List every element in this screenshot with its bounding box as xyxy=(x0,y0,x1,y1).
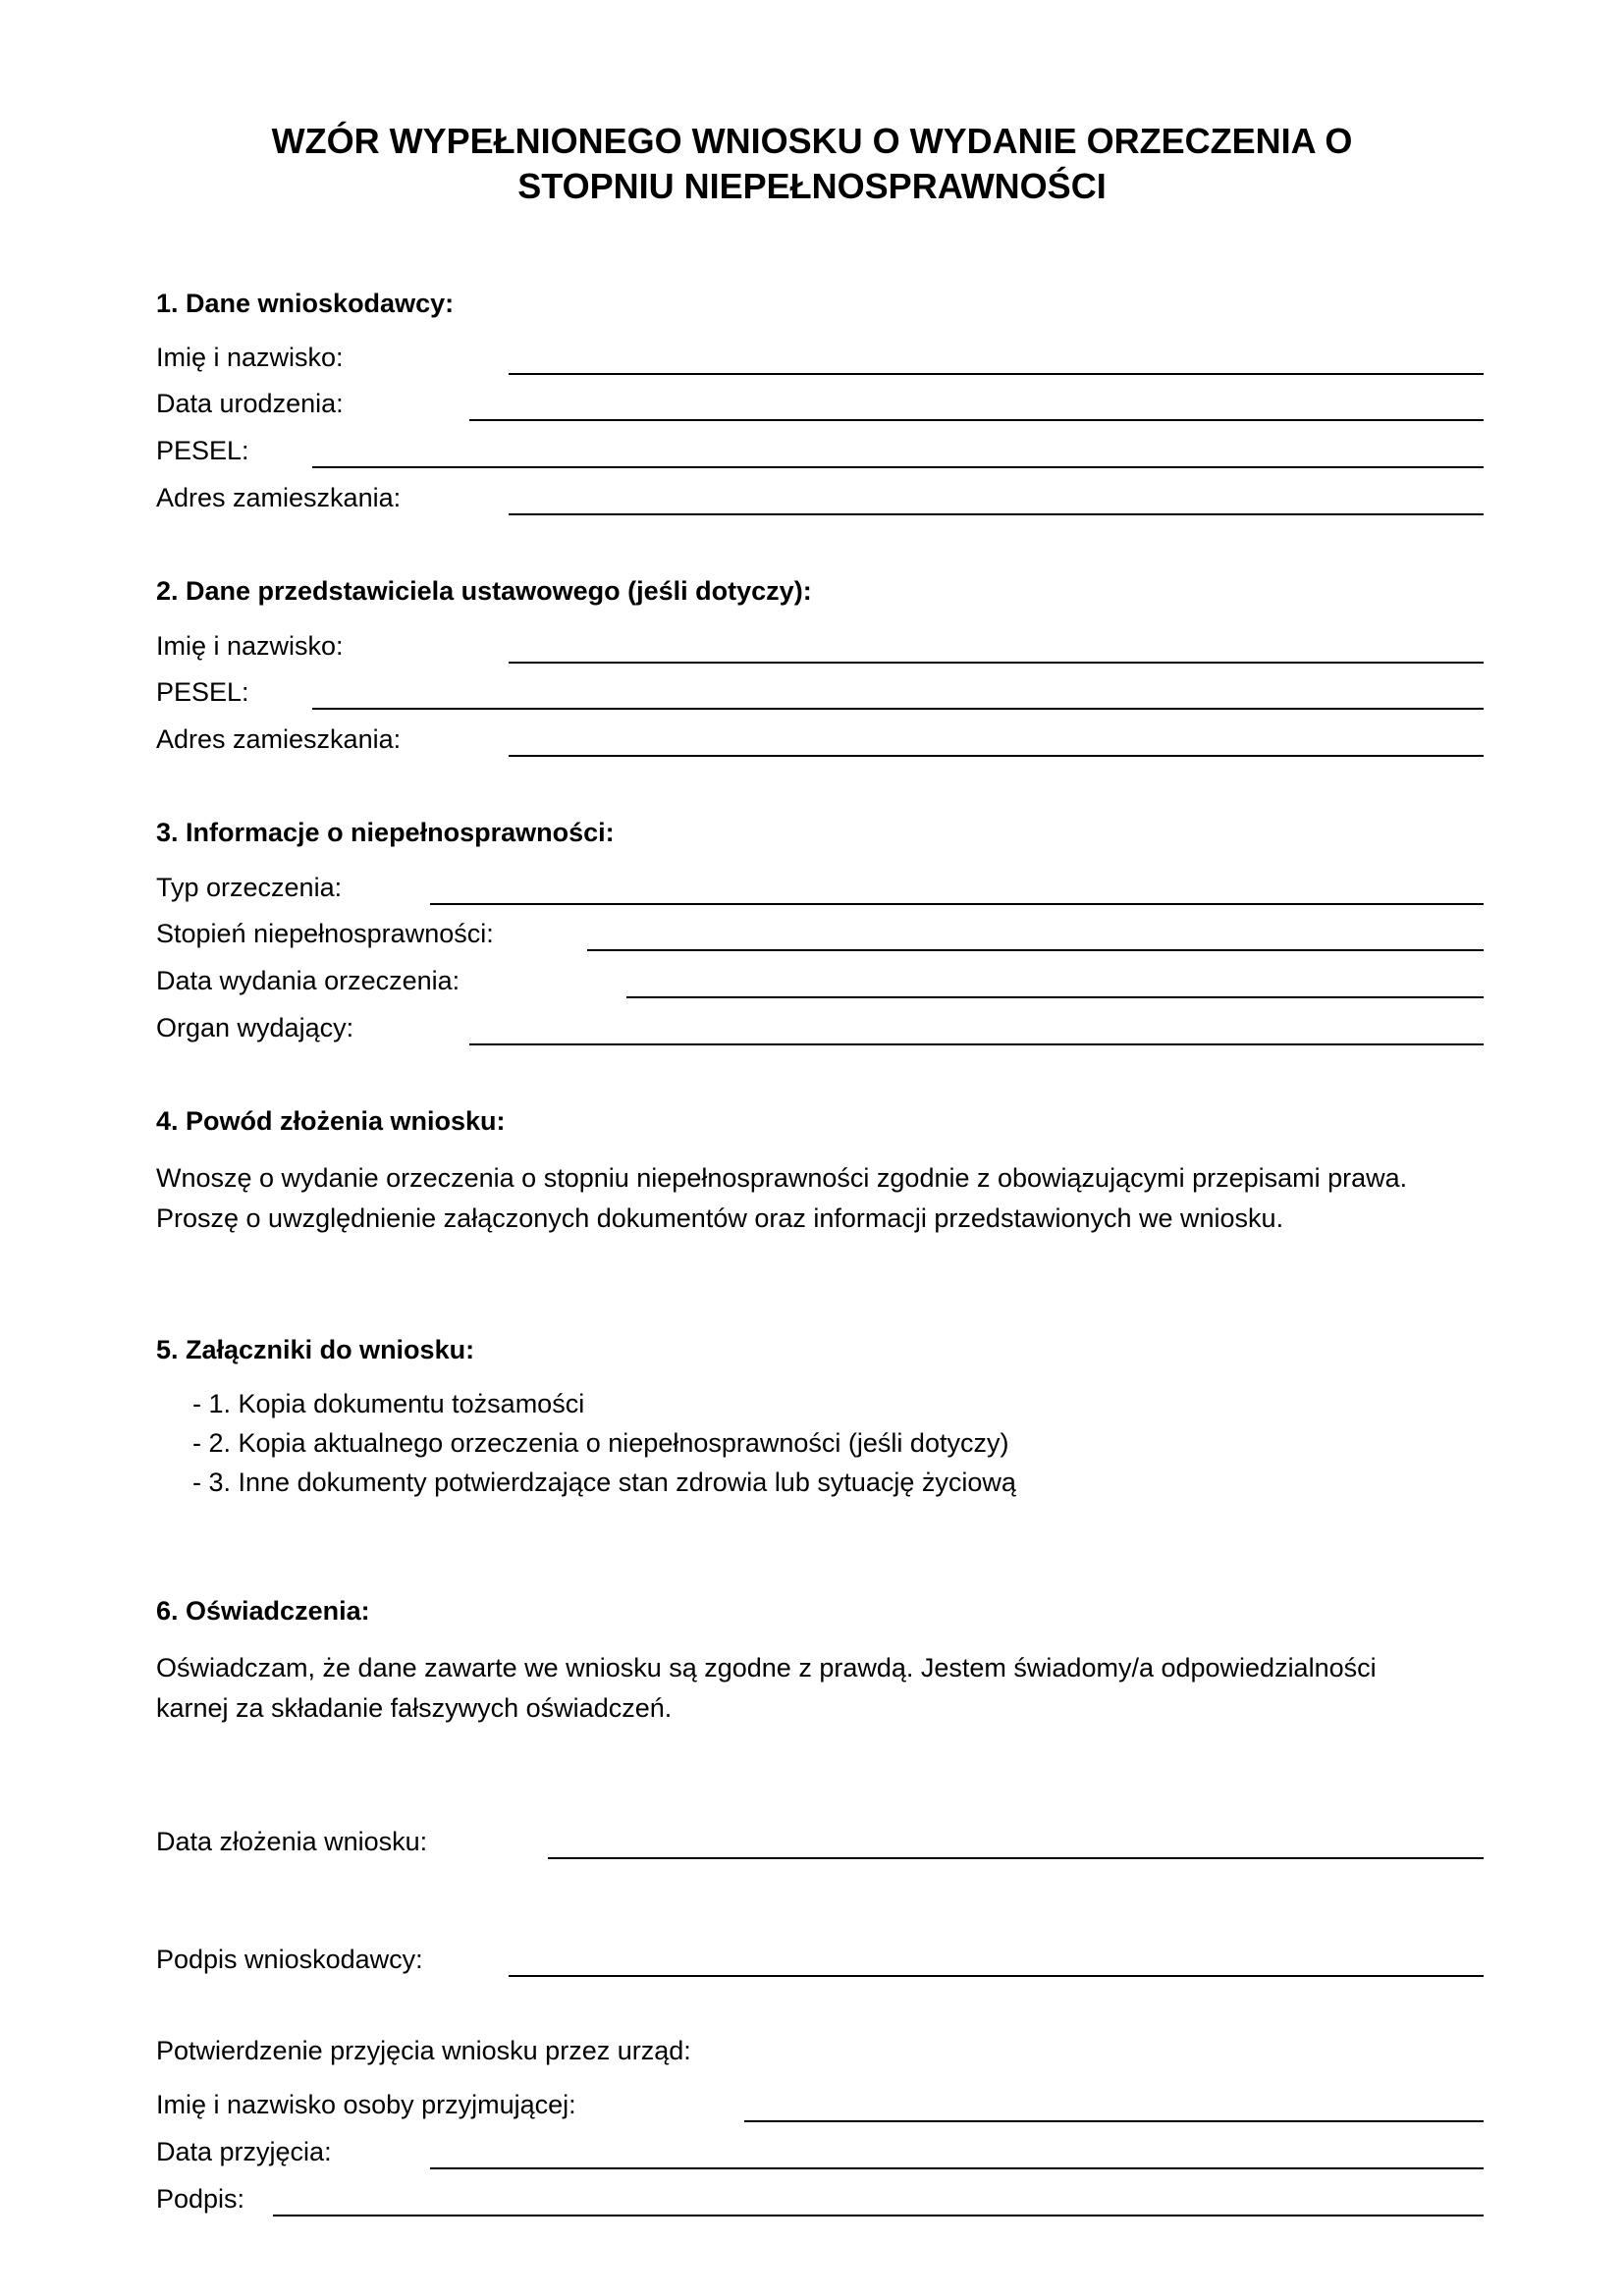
field-issuing-authority xyxy=(156,1012,1484,1045)
field-label: Adres zamieszkania: xyxy=(156,483,402,512)
receiver-name-input-line[interactable] xyxy=(744,2120,1484,2122)
office-confirmation-heading: Potwierdzenie przyjęcia wniosku przez urząd: xyxy=(156,2036,691,2065)
section-1-heading: 1. Dane wnioskodawcy: xyxy=(156,289,455,318)
applicant-address-input-line[interactable] xyxy=(509,513,1484,515)
field-issue-date xyxy=(156,965,1484,998)
representative-address-input-line[interactable] xyxy=(509,755,1484,757)
field-label: Adres zamieszkania: xyxy=(156,724,402,754)
declaration-text-line-2: karnej za składanie fałszywych oświadczeń. xyxy=(156,1693,673,1723)
representative-pesel-input-line[interactable] xyxy=(312,708,1484,710)
field-label: Typ orzeczenia: xyxy=(156,873,343,902)
issuing-authority-input-line[interactable] xyxy=(469,1043,1484,1045)
section-4-heading: 4. Powód złożenia wniosku: xyxy=(156,1106,506,1136)
field-label: PESEL: xyxy=(156,436,249,465)
applicant-pesel-input-line[interactable] xyxy=(312,466,1484,468)
attachment-item: - 2. Kopia aktualnego orzeczenia o niepełnosprawności (jeśli dotyczy) xyxy=(192,1428,1009,1458)
applicant-name-input-line[interactable] xyxy=(509,373,1484,375)
field-label: Data złożenia wniosku: xyxy=(156,1827,428,1856)
reason-text-line-2: Proszę o uwzględnienie załączonych dokumentów oraz informacji przedstawionych we wniosku. xyxy=(156,1203,1284,1233)
receiver-signature-input-line[interactable] xyxy=(273,2215,1484,2216)
field-label: Data urodzenia: xyxy=(156,389,344,418)
field-label: Imię i nazwisko: xyxy=(156,343,344,372)
field-representative-pesel xyxy=(156,676,1484,710)
field-receiver-name xyxy=(156,2089,1484,2122)
field-label: Stopień niepełnosprawności: xyxy=(156,919,494,948)
section-2-heading: 2. Dane przedstawiciela ustawowego (jeśli dotyczy): xyxy=(156,576,812,606)
field-applicant-pesel xyxy=(156,435,1484,468)
field-representative-name xyxy=(156,630,1484,664)
certificate-type-input-line[interactable] xyxy=(430,903,1484,905)
receipt-date-input-line[interactable] xyxy=(430,2167,1484,2169)
reason-text-line-1: Wnoszę o wydanie orzeczenia o stopniu niepełnosprawności zgodnie z obowiązującymi przepisami prawa. xyxy=(156,1163,1408,1193)
field-receiver-signature xyxy=(156,2183,1484,2216)
attachment-item: - 1. Kopia dokumentu tożsamości xyxy=(192,1389,585,1418)
field-label: Data przyjęcia: xyxy=(156,2137,332,2166)
field-label: Organ wydający: xyxy=(156,1013,354,1042)
field-applicant-birth-date xyxy=(156,388,1484,421)
declaration-text-line-1: Oświadczam, że dane zawarte we wniosku są zgodne z prawdą. Jestem świadomy/a odpowiedzialności xyxy=(156,1653,1377,1682)
disability-degree-input-line[interactable] xyxy=(587,949,1484,951)
field-applicant-name xyxy=(156,342,1484,375)
issue-date-input-line[interactable] xyxy=(626,996,1484,998)
field-representative-address xyxy=(156,723,1484,757)
field-applicant-signature xyxy=(156,1944,1484,1977)
field-label: Podpis wnioskodawcy: xyxy=(156,1945,423,1974)
section-5-heading: 5. Załączniki do wniosku: xyxy=(156,1335,475,1364)
field-receipt-date xyxy=(156,2136,1484,2169)
field-submission-date xyxy=(156,1826,1484,1859)
field-label: PESEL: xyxy=(156,677,249,707)
applicant-signature-input-line[interactable] xyxy=(509,1975,1484,1977)
field-applicant-address xyxy=(156,482,1484,515)
representative-name-input-line[interactable] xyxy=(509,662,1484,664)
submission-date-input-line[interactable] xyxy=(548,1857,1484,1859)
section-3-heading: 3. Informacje o niepełnosprawności: xyxy=(156,818,615,847)
field-label: Imię i nazwisko: xyxy=(156,631,344,661)
field-certificate-type xyxy=(156,872,1484,905)
document-title-line-2: STOPNIU NIEPEŁNOSPRAWNOŚCI xyxy=(517,166,1107,206)
field-disability-degree xyxy=(156,918,1484,951)
applicant-birth-date-input-line[interactable] xyxy=(469,419,1484,421)
field-label: Imię i nazwisko osoby przyjmującej: xyxy=(156,2090,576,2119)
field-label: Data wydania orzeczenia: xyxy=(156,966,460,995)
document-title-line-1: WZÓR WYPEŁNIONEGO WNIOSKU O WYDANIE ORZECZENIA O xyxy=(271,121,1353,161)
section-6-heading: 6. Oświadczenia: xyxy=(156,1596,370,1626)
attachment-item: - 3. Inne dokumenty potwierdzające stan zdrowia lub sytuację życiową xyxy=(192,1468,1016,1497)
field-label: Podpis: xyxy=(156,2184,245,2214)
